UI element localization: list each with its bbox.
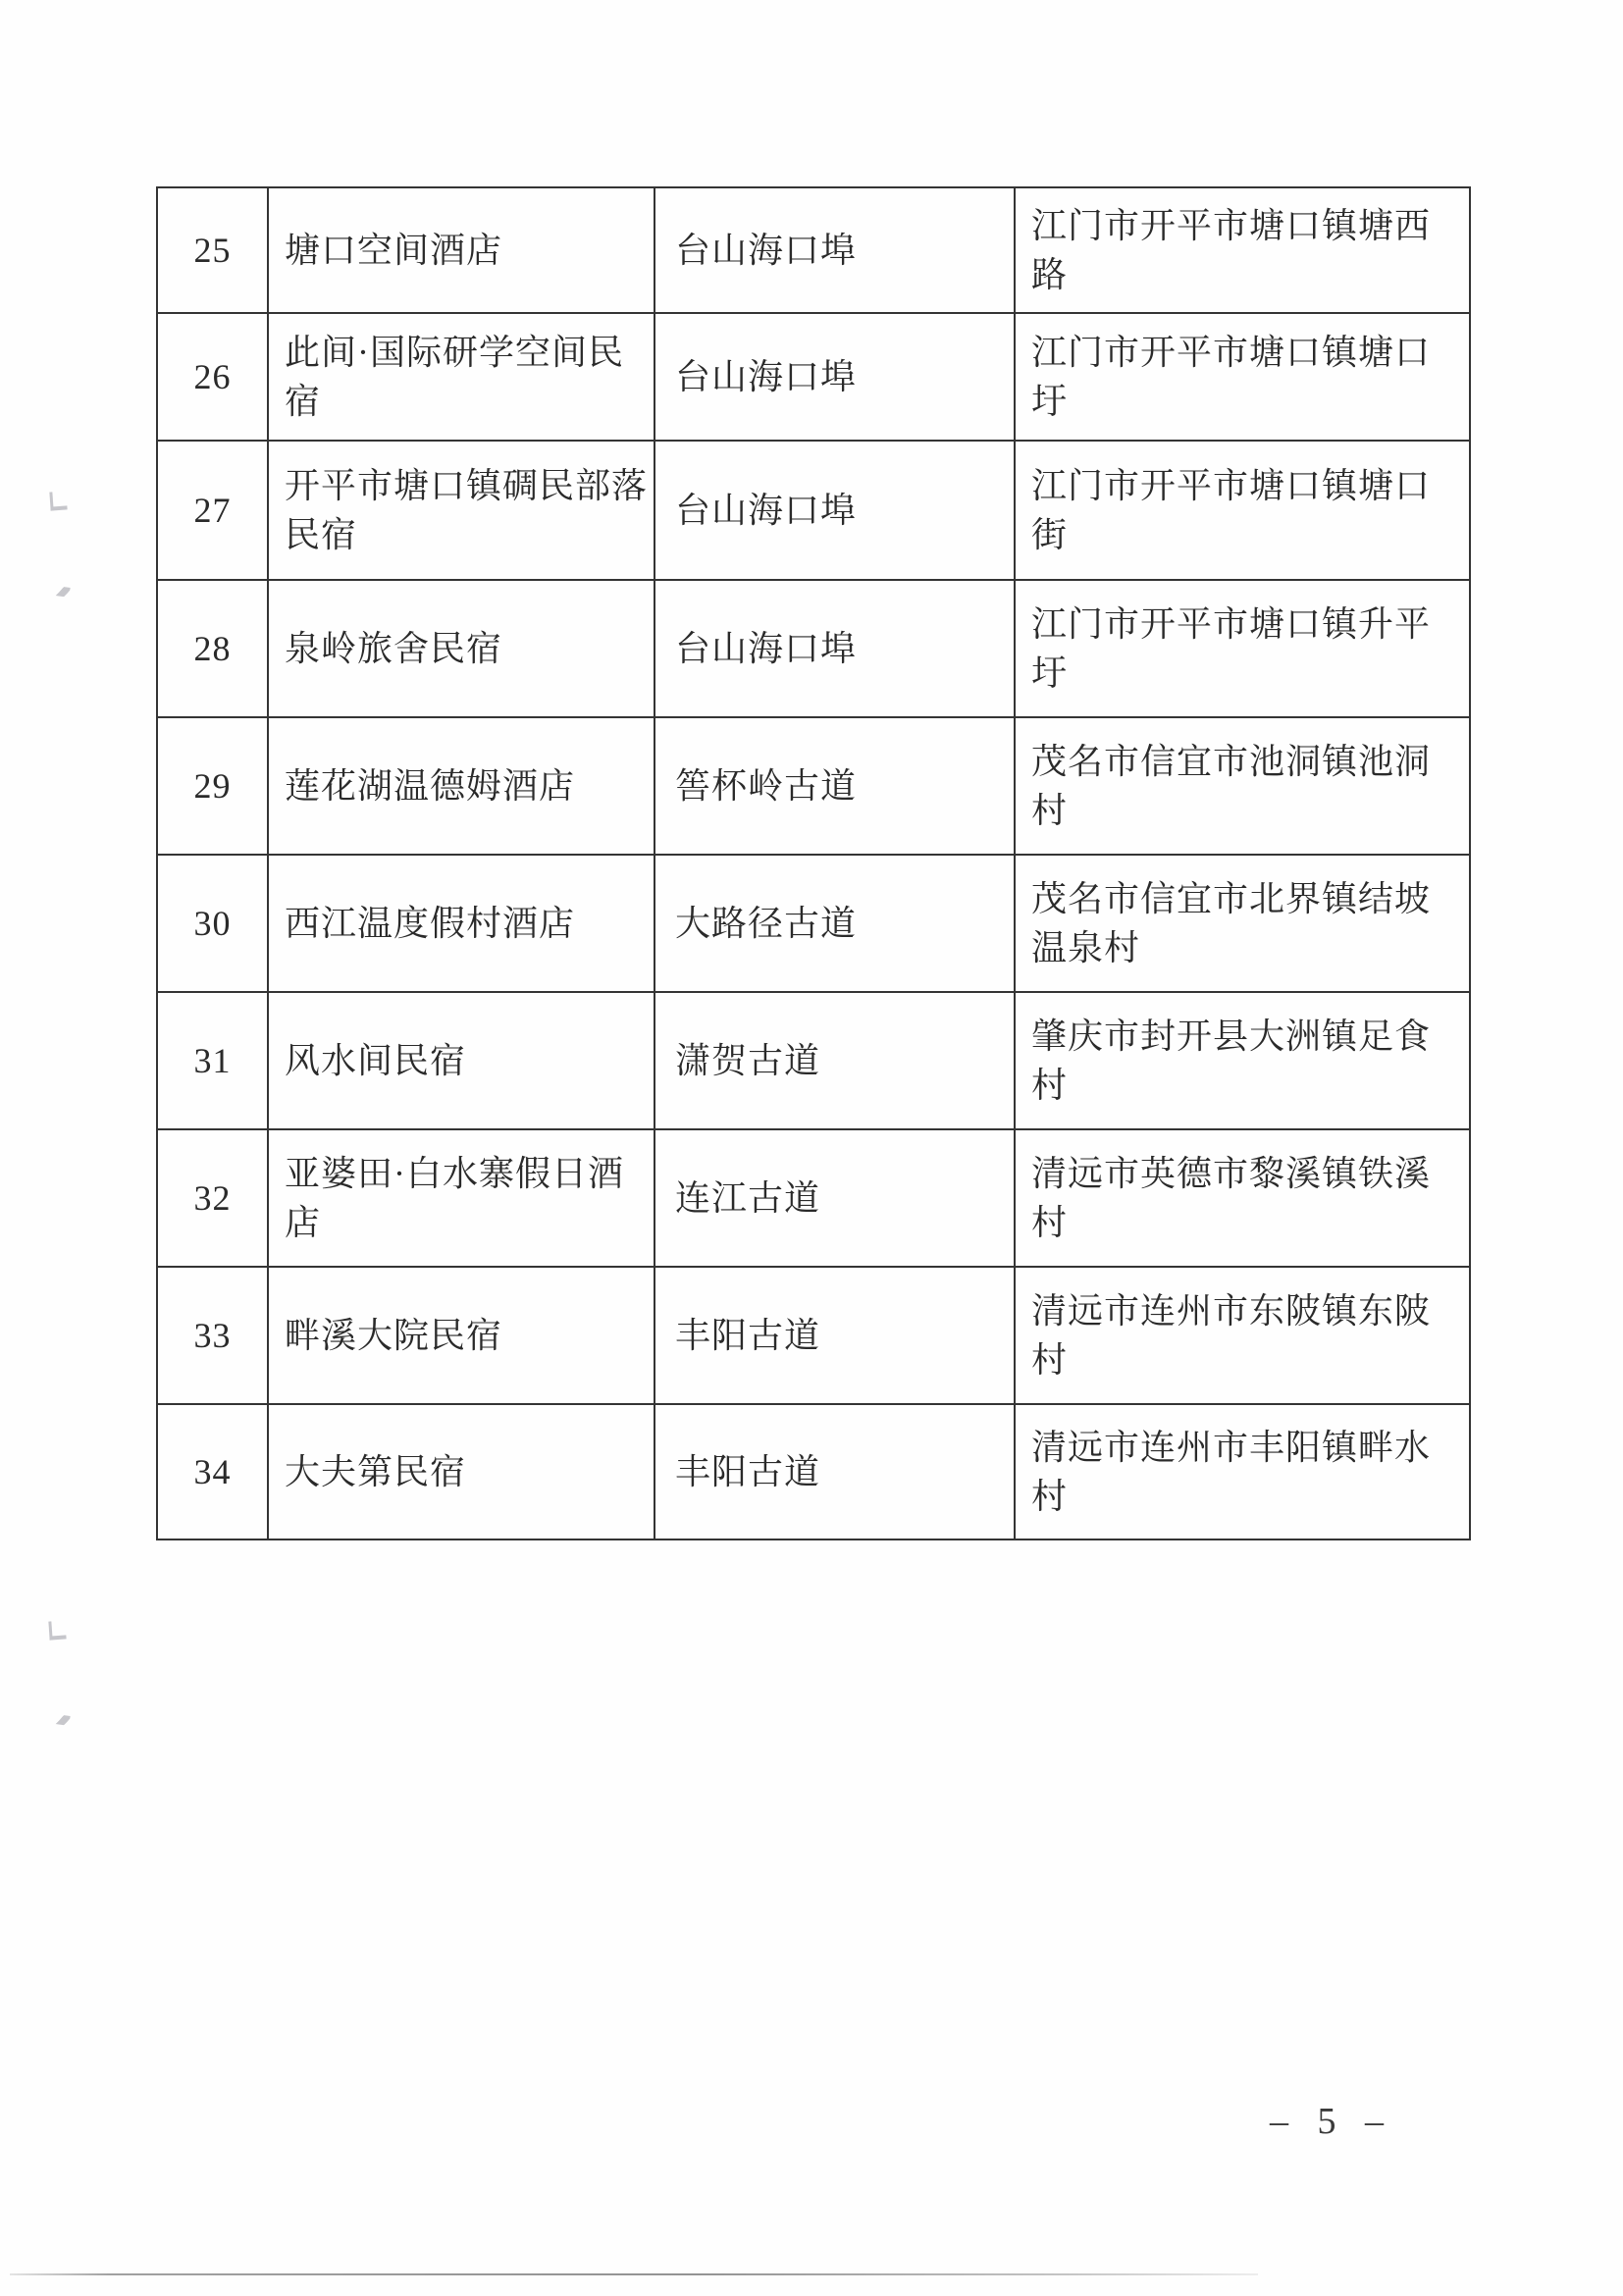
cell-trail: 台山海口埠 — [654, 441, 1015, 580]
cell-index: 28 — [157, 580, 268, 717]
cell-address: 茂名市信宜市池洞镇池洞村 — [1015, 717, 1470, 855]
table-row — [157, 1404, 1470, 1539]
scan-artifact-mark — [55, 586, 70, 598]
cell-address: 清远市英德市黎溪镇铁溪村 — [1015, 1129, 1470, 1267]
cell-address: 江门市开平市塘口镇塘口圩 — [1015, 313, 1470, 441]
cell-trail: 筶杯岭古道 — [654, 717, 1015, 855]
table-row — [157, 187, 1470, 313]
cell-trail: 潇贺古道 — [654, 992, 1015, 1129]
table-row — [157, 992, 1470, 1129]
page-number: – 5 – — [1270, 2101, 1393, 2142]
table-row — [157, 313, 1470, 441]
cell-trail: 丰阳古道 — [654, 1404, 1015, 1539]
cell-address: 清远市连州市丰阳镇畔水村 — [1015, 1404, 1470, 1539]
cell-index: 32 — [157, 1129, 268, 1267]
table-row — [157, 441, 1470, 580]
cell-address: 江门市开平市塘口镇塘口街 — [1015, 441, 1470, 580]
cell-trail: 台山海口埠 — [654, 187, 1015, 313]
scan-artifact-mark — [49, 491, 67, 510]
cell-index: 27 — [157, 441, 268, 580]
cell-trail: 连江古道 — [654, 1129, 1015, 1267]
cell-name: 开平市塘口镇碉民部落民宿 — [268, 441, 654, 580]
scan-artifact-mark — [48, 1620, 66, 1640]
cell-name: 畔溪大院民宿 — [268, 1267, 654, 1404]
cell-trail: 台山海口埠 — [654, 580, 1015, 717]
cell-trail: 丰阳古道 — [654, 1267, 1015, 1404]
cell-name: 大夫第民宿 — [268, 1404, 654, 1539]
cell-name: 塘口空间酒店 — [268, 187, 654, 313]
scan-edge-line — [10, 2273, 1258, 2275]
accommodation-table — [156, 186, 1471, 1540]
cell-index: 25 — [157, 187, 268, 313]
cell-address: 茂名市信宜市北界镇结坡温泉村 — [1015, 855, 1470, 992]
cell-index: 34 — [157, 1404, 268, 1539]
cell-address: 清远市连州市东陂镇东陂村 — [1015, 1267, 1470, 1404]
cell-address: 江门市开平市塘口镇塘西路 — [1015, 187, 1470, 313]
cell-name: 亚婆田·白水寨假日酒店 — [268, 1129, 654, 1267]
cell-name: 此间·国际研学空间民宿 — [268, 313, 654, 441]
cell-trail: 大路径古道 — [654, 855, 1015, 992]
cell-index: 33 — [157, 1267, 268, 1404]
cell-trail: 台山海口埠 — [654, 313, 1015, 441]
cell-index: 29 — [157, 717, 268, 855]
cell-name: 西江温度假村酒店 — [268, 855, 654, 992]
cell-name: 风水间民宿 — [268, 992, 654, 1129]
cell-index: 30 — [157, 855, 268, 992]
table-row — [157, 855, 1470, 992]
cell-address: 江门市开平市塘口镇升平圩 — [1015, 580, 1470, 717]
table-row — [157, 717, 1470, 855]
table-row — [157, 1129, 1470, 1267]
table-row — [157, 580, 1470, 717]
cell-address: 肇庆市封开县大洲镇足食村 — [1015, 992, 1470, 1129]
cell-index: 26 — [157, 313, 268, 441]
table-row — [157, 1267, 1470, 1404]
cell-name: 泉岭旅舍民宿 — [268, 580, 654, 717]
cell-name: 莲花湖温德姆酒店 — [268, 717, 654, 855]
cell-index: 31 — [157, 992, 268, 1129]
scan-artifact-mark — [55, 1714, 70, 1726]
table-body — [157, 187, 1470, 1539]
